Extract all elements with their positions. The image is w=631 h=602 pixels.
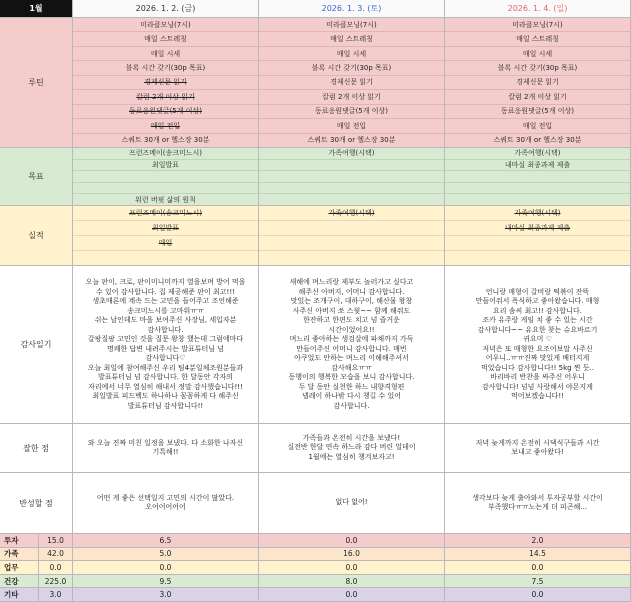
stat-label-cell[interactable] [0, 548, 73, 562]
stat-total: 0.0 [49, 562, 62, 572]
result-item: 가족여행(시택) [259, 206, 444, 221]
routine-item: 스쿼트 30개 or 헬스장 30분 [121, 136, 210, 145]
goal-item: 가족여행(시택) [445, 148, 630, 160]
routine-item: 매일 전입 [259, 119, 444, 133]
gratitude-text: 오늘 판이, 크로, 판이미니미까지 열을보며 방어 먹을 수 있어 감사합니다. 집 제공해준 판이 최고!!! 생초매론에 계속 드는 고민을 들어주고 조언해준 송크미느시를 고마워ㅠㅠ 쉬는 날인데도 마을 보여주신 사장님, 세입자분 감사합니다. 갈팡질팡 고민인 것을 질문 왕창 했는데 그럼에마다 명쾌한 답변 내려주시는 발표튜터님 넘 감사합니다♡ 오늘 최일에 참여해주신 우리 팀4분일체조원분들과 발표튜터님 넘 감사합니다. 한 달동안 각자의 자리에서 너무 열심히 해내서 정말 감사했습니다!!! 최일발표 피드백도 하나하나 꼼꼼하게 다 해주신 발표튜터님 감사합니다!! [85, 278, 246, 410]
stat-value-day3[interactable]: 0.0 [445, 561, 631, 575]
gratitude-label[interactable]: 감사일기 [0, 266, 73, 424]
stat-row [0, 588, 631, 602]
stat-label-cell[interactable] [0, 534, 73, 548]
routine-item: 매일 스트레칭 [445, 32, 630, 46]
routine-item: 스쿼트 30개 or 헬스장 30분 [307, 136, 396, 145]
good-label[interactable]: 잘한 점 [0, 424, 73, 473]
goal-item [445, 194, 630, 205]
goal-item: 최일발표 [73, 160, 258, 172]
good-row [0, 424, 631, 473]
routine-item: 칼럼 2개 이상 읽기 [445, 90, 630, 104]
goal-day3[interactable] [445, 148, 631, 206]
date-header-day3[interactable]: 2026. 1. 4. (일) [445, 0, 631, 18]
stat-value-day2[interactable]: 8.0 [259, 575, 445, 589]
goal-item [445, 171, 630, 183]
date-header-day2[interactable]: 2026. 1. 3. (토) [259, 0, 445, 18]
reflect-text: 생각보다 늦게 출아와서 투자공부할 시간이 부족했다ㅠㅠ노는게 더 피곤해... [472, 493, 603, 511]
good-text: 저녁 늦게까지 온전히 시댁식구들과 시간 보내고 좋아왔다! [475, 438, 600, 456]
reflect-day3[interactable] [445, 473, 631, 534]
routine-label[interactable]: 루틴 [0, 18, 73, 148]
stat-name: 업무 [0, 561, 39, 574]
gratitude-text: 새해에 며느리랑 제부도 놀러가고 싶다고 해주신 아버지, 어머니 감사합니다. 맛있는 조개구이, 대하구이, 해산물 왕창 사주신 아버지 쏘 스윗~~ 함께 해줘도 한잔하고 한편도 치고 넘 즐거운 시간이었어요!! 며느리 좋아하는 생검살에 파채까지 가득 만들어주신 어머니 감사합니다. 매번 아쿠었도 안하는 며느리 이해해주셔서 감사해요ㅠㅠ 동행이의 행복한 모습을 보니 감사합니다. 두 달 동안 실천한 하느 내향격형편 넬레이 하나밖 다시 챙길 수 있어 감사합니다. [288, 278, 415, 410]
gratitude-row [0, 266, 631, 424]
routine-item: 매일 시세 [73, 47, 258, 61]
routine-item: 스쿼트 30개 or 헬스장 30분 [493, 136, 582, 145]
routine-item: 미라클모닝(7시) [445, 18, 630, 32]
result-item [73, 251, 258, 265]
routine-item: 블록 시간 갖기(30p 목표) [73, 61, 258, 75]
goal-label[interactable]: 목표 [0, 148, 73, 206]
good-text: 가족들과 온전히 시간을 보냈다! 실전반 한달 연속 하느라 감다 버린 얼데이 1월에는 열심히 챙겨보자고! [287, 433, 416, 461]
goal-day1[interactable] [73, 148, 259, 206]
routine-item: 동료응원댓글(5개 이상) [445, 105, 630, 119]
routine-item: 경제신문 읽기 [445, 76, 630, 90]
routine-day2[interactable] [259, 18, 445, 148]
result-item: 최일발표 [73, 221, 258, 236]
routine-item: 동료응원댓글(5개 이상) [73, 105, 258, 119]
reflect-row [0, 473, 631, 534]
result-row [0, 206, 631, 266]
stat-value-day2[interactable]: 0.0 [259, 561, 445, 575]
stat-value-day2[interactable]: 0.0 [259, 534, 445, 548]
stat-value-day2[interactable]: 16.0 [259, 548, 445, 562]
gratitude-day2[interactable] [259, 266, 445, 424]
good-day1[interactable] [73, 424, 259, 473]
result-day3[interactable] [445, 206, 631, 266]
reflect-text: 어떤 게 좋은 선택일지 고민의 시간이 많았다. 오어어어어어 [96, 493, 235, 511]
stat-value-day1[interactable]: 3.0 [73, 588, 259, 602]
stat-row [0, 534, 631, 548]
reflect-day1[interactable] [73, 473, 259, 534]
goal-item [73, 171, 258, 183]
reflect-day2[interactable] [259, 473, 445, 534]
routine-item: 매일 전입 [73, 119, 258, 133]
stat-value-day1[interactable]: 6.5 [73, 534, 259, 548]
header-row [0, 0, 631, 18]
result-item [445, 236, 630, 251]
month-label[interactable]: 1월 [0, 0, 73, 18]
routine-item: 매일 스트레칭 [259, 32, 444, 46]
routine-item: 블록 시간 갖기(30p 목표) [259, 61, 444, 75]
stat-value-day1[interactable]: 5.0 [73, 548, 259, 562]
reflect-text: 없다 없어! [335, 498, 368, 507]
goal-item [259, 194, 444, 205]
stat-total: 3.0 [49, 590, 62, 600]
stat-value-day1[interactable]: 9.5 [73, 575, 259, 589]
goal-row [0, 148, 631, 206]
routine-item: 경제신문 읽기 [259, 76, 444, 90]
goal-item [259, 171, 444, 183]
routine-item: 매일 시세 [259, 47, 444, 61]
stat-value-day3[interactable]: 0.0 [445, 588, 631, 602]
routine-item: 동료응원댓글(5개 이상) [259, 105, 444, 119]
stat-name: 가족 [0, 548, 39, 561]
gratitude-text: 언니랑 매형이 갈비랑 떡볶이 잔뜩 만들어줘서 폭식하고 좋아왔습니다. 매형 요리 솜씨 최고!! 감사합니다. 조카 유주랑 게임 치 좋 수 있는 시간 감사합니다~~ 유요한 찾는 슈요바르기 귀요미 ♡ 저녁은 또 매형한 요조어보말 사주신 어우니..ㅠㅠ진짜 맛있게 배터지게 먹었습니다 감사합니다!! 5kg 찐 듯.. 바리바리 반찬을 싸주신 어우니 감사합니다! 넘넘 사랑해서 야몬지게 먹어보겠습니다!! [475, 287, 600, 400]
stat-value-day3[interactable]: 2.0 [445, 534, 631, 548]
stat-label-cell[interactable] [0, 575, 73, 589]
goal-item [259, 183, 444, 195]
routine-item: 매일 전입 [445, 119, 630, 133]
stat-total: 15.0 [47, 535, 64, 545]
stat-value-day3[interactable]: 14.5 [445, 548, 631, 562]
stat-row [0, 561, 631, 575]
goal-item: 내마실 최종과제 제출 [445, 160, 630, 172]
stat-value-day3[interactable]: 7.5 [445, 575, 631, 589]
date-header-day1[interactable]: 2026. 1. 2. (금) [73, 0, 259, 18]
stat-name: 투자 [0, 534, 39, 547]
stat-value-day2[interactable]: 0.0 [259, 588, 445, 602]
stat-label-cell[interactable] [0, 588, 73, 602]
stat-name: 건강 [0, 575, 39, 588]
goal-item [445, 183, 630, 195]
result-item: 가족여행(시택) [445, 206, 630, 221]
routine-item: 블록 시간 갖기(30p 목표) [445, 61, 630, 75]
goal-item [73, 183, 258, 195]
routine-item: 매일 스트레칭 [73, 32, 258, 46]
goal-item: 워런 버핏 삶의 원칙 [135, 195, 196, 204]
result-item [259, 251, 444, 265]
result-item [259, 236, 444, 251]
good-day2[interactable] [259, 424, 445, 473]
result-item: 매일 [73, 236, 258, 251]
result-item [259, 221, 444, 236]
gratitude-day3[interactable] [445, 266, 631, 424]
result-item: 프런즈메이(송크미느시) [73, 206, 258, 221]
stat-row [0, 548, 631, 562]
stat-value-day1[interactable]: 0.0 [73, 561, 259, 575]
goal-item: 가족여행(시택) [259, 148, 444, 160]
goal-day2[interactable] [259, 148, 445, 206]
good-day3[interactable] [445, 424, 631, 473]
routine-item: 미라클모닝(7시) [73, 18, 258, 32]
result-label[interactable]: 실적 [0, 206, 73, 266]
routine-item: 매일 시세 [445, 47, 630, 61]
routine-item: 경제신문 읽기 [73, 76, 258, 90]
result-item [445, 251, 630, 265]
result-item: 내마실 최종과제 제출 [445, 221, 630, 236]
routine-day3[interactable] [445, 18, 631, 148]
routine-day1[interactable] [73, 18, 259, 148]
stat-row [0, 575, 631, 589]
routine-row [0, 18, 631, 148]
good-text: 와 오늘 진짜 미친 일정을 보냈다. 다 소화한 나자신 기특해!! [87, 438, 244, 456]
routine-item: 칼럼 2개 이상 읽기 [73, 90, 258, 104]
goal-item [259, 160, 444, 172]
routine-item: 칼럼 2개 이상 읽기 [259, 90, 444, 104]
reflect-label[interactable]: 반성할 점 [0, 473, 73, 534]
stat-name: 기타 [0, 588, 39, 601]
stat-label-cell[interactable] [0, 561, 73, 575]
stat-total: 225.0 [44, 576, 67, 586]
result-day1[interactable] [73, 206, 259, 266]
goal-item: 프런즈메이(송크미느시) [73, 148, 258, 160]
stat-total: 42.0 [47, 549, 64, 559]
routine-item: 미라클모닝(7시) [259, 18, 444, 32]
gratitude-day1[interactable] [73, 266, 259, 424]
result-day2[interactable] [259, 206, 445, 266]
